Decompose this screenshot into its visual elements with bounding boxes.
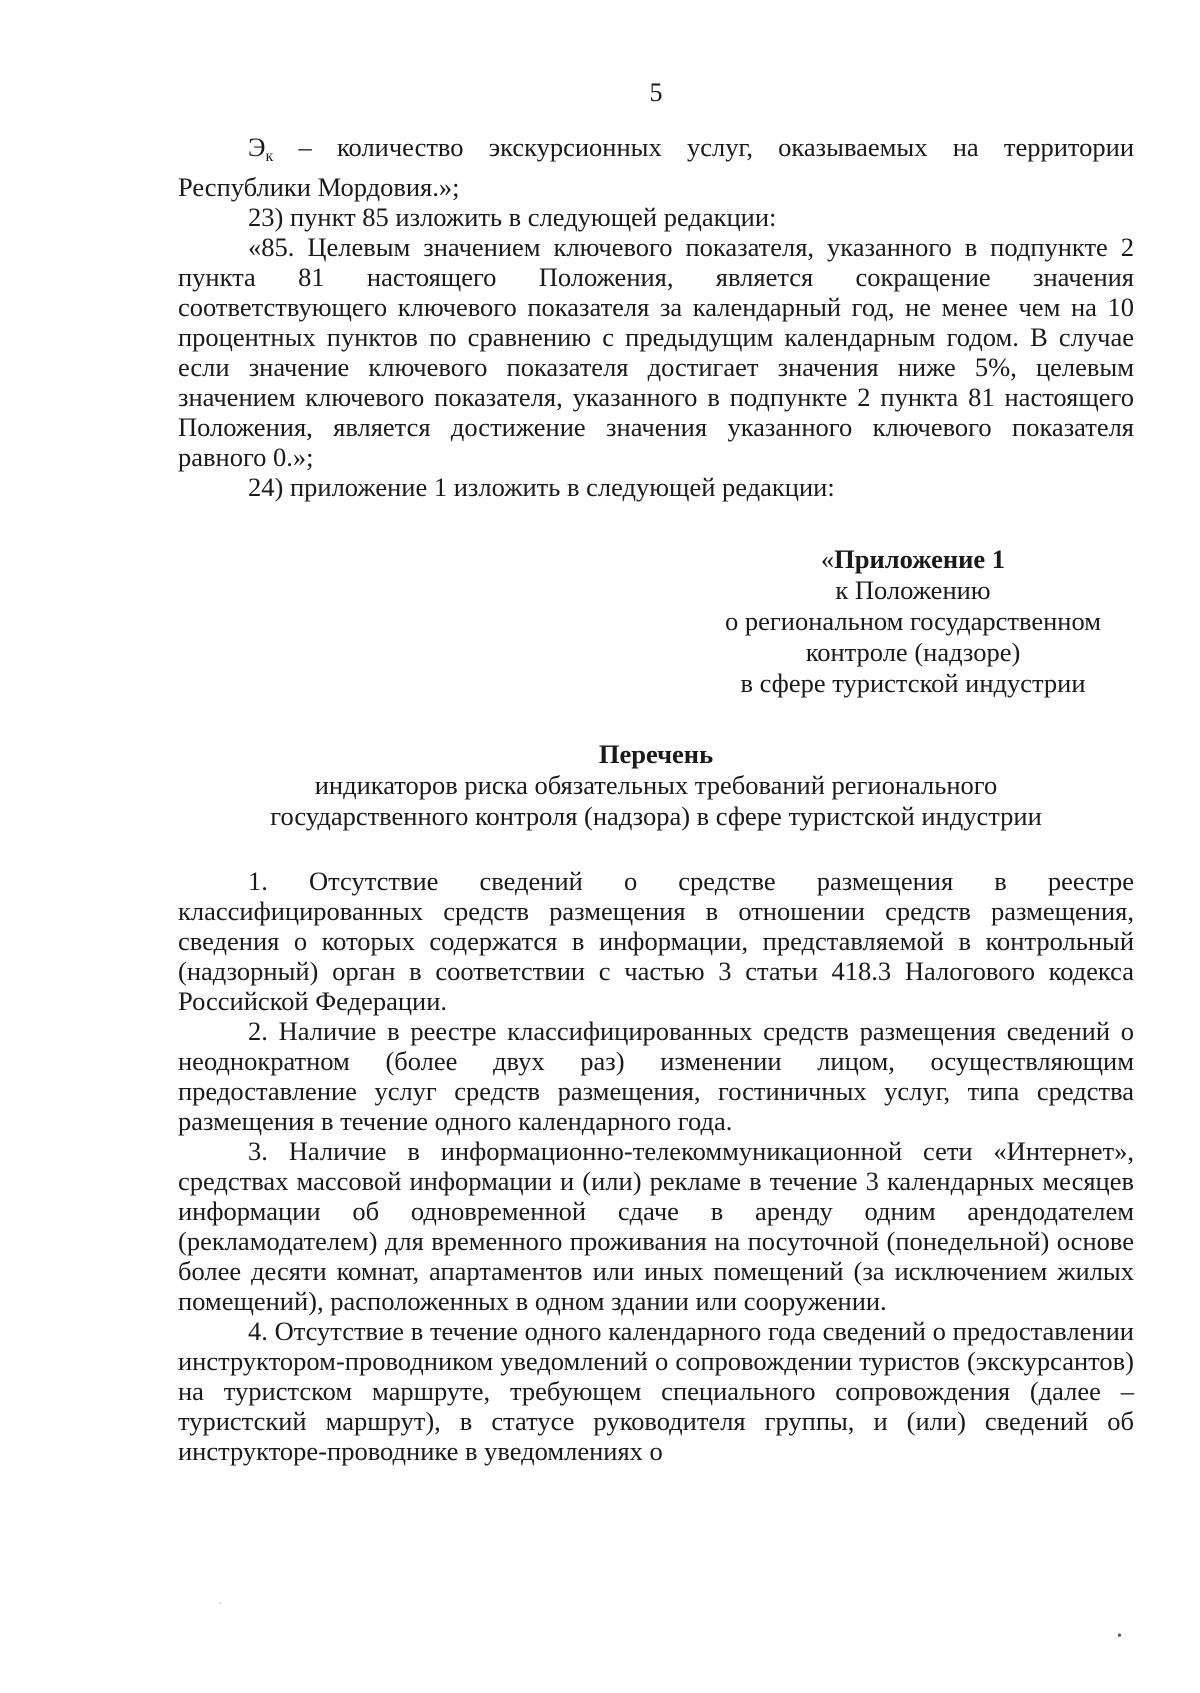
list-item-3: 3. Наличие в информационно-телекоммуникационной сети «Интернет», средствах массовой информации и (или) рекламе в течение 3 календарных месяцев информации об одновременной сдаче в аренду одним арендодателем (рекламодателем) для временного проживания на посуточной (понедельной) основе более десяти комнат, апартаментов или иных помещений (за исключением жилых помещений), расположенных в одном здании или сооружении. [178, 1136, 1134, 1316]
ek-symbol: Э [248, 132, 266, 162]
list-title [178, 739, 1134, 832]
scan-speck: • [1117, 1629, 1122, 1644]
scan-speck: · [218, 1597, 223, 1612]
list-item-4: 4. Отсутствие в течение одного календарного года сведений о предоставлении инструктором-проводником уведомлений о сопровождении туристов (экскурсантов) на туристском маршруте, требующем специального сопровождения (далее – туристский маршрут), в статусе руководителя группы, и (или) сведений об инструкторе-проводнике в уведомлениях о [178, 1316, 1134, 1466]
appendix-title-line [698, 544, 1128, 575]
ek-subscript: к [265, 148, 274, 165]
appendix-title: Приложение 1 [834, 544, 1006, 574]
appendix-line: о региональном государственном [725, 606, 1101, 636]
paragraph-point-85: «85. Целевым значением ключевого показателя, указанного в подпункте 2 пункта 81 настоящего Положения, является сокращение значения соответствующего ключевого показателя за календарный год, не менее чем на 10 процентных пунктов по сравнению с предыдущим календарным годом. В случае если значение ключевого показателя достигает значения ниже 5%, целевым значением ключевого показателя, указанного в подпункте 2 пункта 81 настоящего Положения, является достижение значения указанного ключевого показателя равного 0.»; [178, 232, 1134, 472]
paragraph-item-23: 23) пункт 85 изложить в следующей редакции: [248, 202, 777, 232]
appendix-header [698, 544, 1128, 699]
list-title-line: государственного контроля (надзора) в сфере туристской индустрии [270, 801, 1042, 831]
paragraph-ek-definition [178, 132, 1134, 202]
appendix-line: в сфере туристской индустрии [740, 668, 1086, 698]
appendix-line: контроле (надзоре) [805, 637, 1021, 667]
list-item-2: 2. Наличие в реестре классифицированных средств размещения сведений о неоднократном (более двух раз) изменении лицом, осуществляющим предоставление услуг средств размещения, гостиничных услуг, типа средства размещения в течение одного календарного года. [178, 1016, 1134, 1136]
appendix-title-quote: « [820, 544, 835, 574]
list-heading: Перечень [598, 739, 714, 769]
risk-indicator-list [178, 866, 1134, 1466]
list-title-line: индикаторов риска обязательных требований регионального [314, 770, 998, 800]
appendix-line: к Положению [835, 575, 991, 605]
document-body [178, 132, 1134, 1466]
document-page [178, 0, 1134, 1693]
list-item-1: 1. Отсутствие сведений о средстве размещения в реестре классифицированных средств размещения в отношении средств размещения, сведения о которых содержатся в информации, представляемой в контрольный (надзорный) орган в соответствии с частью 3 статьи 418.3 Налогового кодекса Российской Федерации. [178, 866, 1134, 1016]
page-number: 5 [649, 78, 663, 107]
ek-definition-text: – количество экскурсионных услуг, оказываемых на территории Республики Мордовия.»; [178, 132, 1134, 202]
paragraph-item-24: 24) приложение 1 изложить в следующей редакции: [248, 472, 835, 502]
